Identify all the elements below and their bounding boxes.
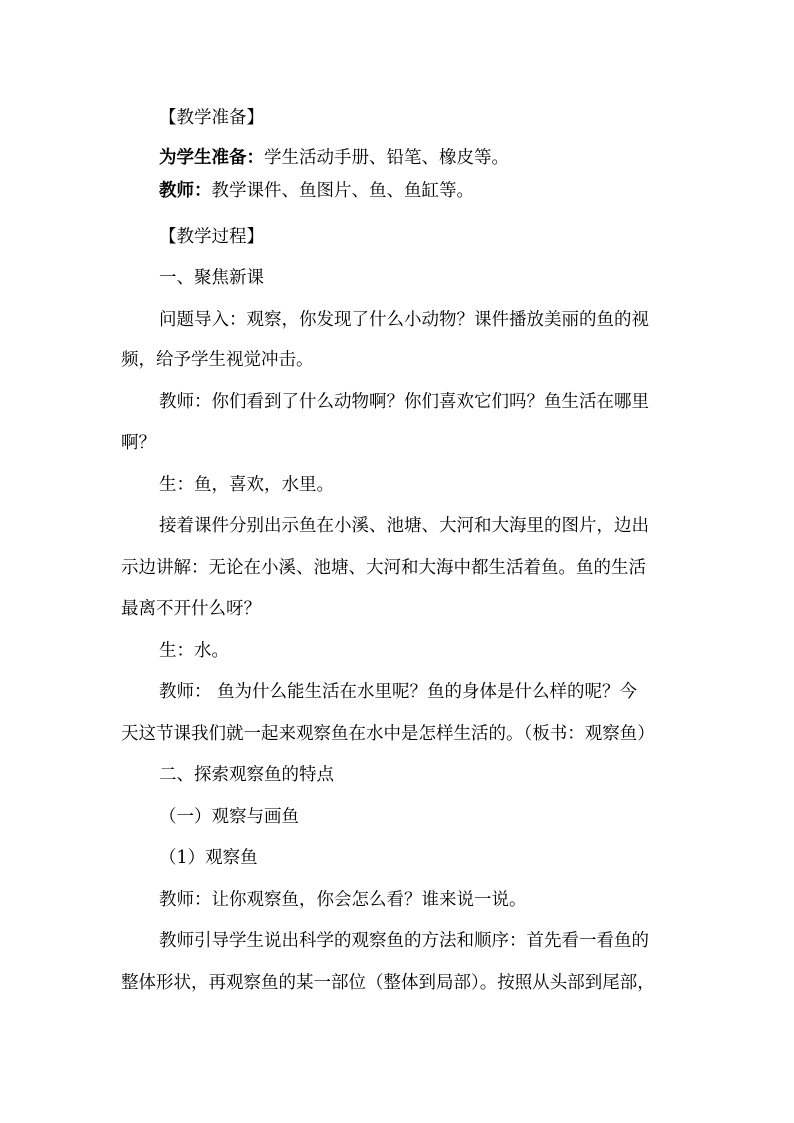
paragraph-teacher-question-line-2: 啊？ (121, 433, 156, 453)
paragraph-student-answer-1: 生：鱼，喜欢，水里。 (159, 475, 334, 495)
paragraph-intro-line-2: 频，给予学生视觉冲击。 (121, 350, 314, 370)
paragraph-courseware-line-1: 接着课件分别出示鱼在小溪、池塘、大河和大海里的图片，边出 (159, 516, 649, 536)
subsection-1-heading: （一）观察与画鱼 (159, 807, 299, 827)
paragraph-student-answer-2: 生：水。 (159, 641, 229, 661)
subsection-1-1-heading: （1）观察鱼 (159, 848, 258, 868)
paragraph-teacher-question-line-1: 教师：你们看到了什么动物啊？你们喜欢它们吗？鱼生活在哪里 (159, 392, 649, 412)
teacher-prep-text: 教学课件、鱼图片、鱼、鱼缸等。 (211, 181, 474, 201)
paragraph-teacher-intro-line-2: 天这节课我们就一起来观察鱼在水中是怎样生活的。（板书：观察鱼） (121, 724, 655, 744)
paragraph-teacher-intro-line-1: 教师： 鱼为什么能生活在水里呢？鱼的身体是什么样的呢？今 (159, 682, 638, 702)
section-1-heading: 一、聚焦新课 (159, 268, 264, 288)
paragraph-courseware-line-2: 示边讲解：无论在小溪、池塘、大河和大海中都生活着鱼。鱼的生活 (121, 558, 646, 578)
student-prep-line (159, 150, 509, 168)
section-2-heading: 二、探索观察鱼的特点 (159, 765, 334, 785)
teacher-prep-label: 教师： (159, 181, 212, 201)
student-prep-label: 为学生准备： (159, 148, 264, 168)
paragraph-observe-question: 教师：让你观察鱼，你会怎么看？谁来说一说。 (159, 890, 527, 910)
teaching-process-heading: 【教学过程】 (159, 227, 264, 247)
paragraph-courseware-line-3: 最离不开什么呀？ (121, 599, 261, 619)
paragraph-intro-line-1: 问题导入：观察，你发现了什么小动物？课件播放美丽的鱼的视 (159, 310, 649, 330)
teacher-prep-line (159, 183, 474, 201)
paragraph-observe-method-line-2: 整体形状，再观察鱼的某一部位（整体到局部）。按照从头部到尾部， (121, 973, 655, 993)
teaching-prep-heading: 【教学准备】 (159, 108, 264, 128)
student-prep-text: 学生活动手册、铅笔、橡皮等。 (264, 148, 509, 168)
paragraph-observe-method-line-1: 教师引导学生说出科学的观察鱼的方法和顺序：首先看一看鱼的 (159, 931, 649, 951)
